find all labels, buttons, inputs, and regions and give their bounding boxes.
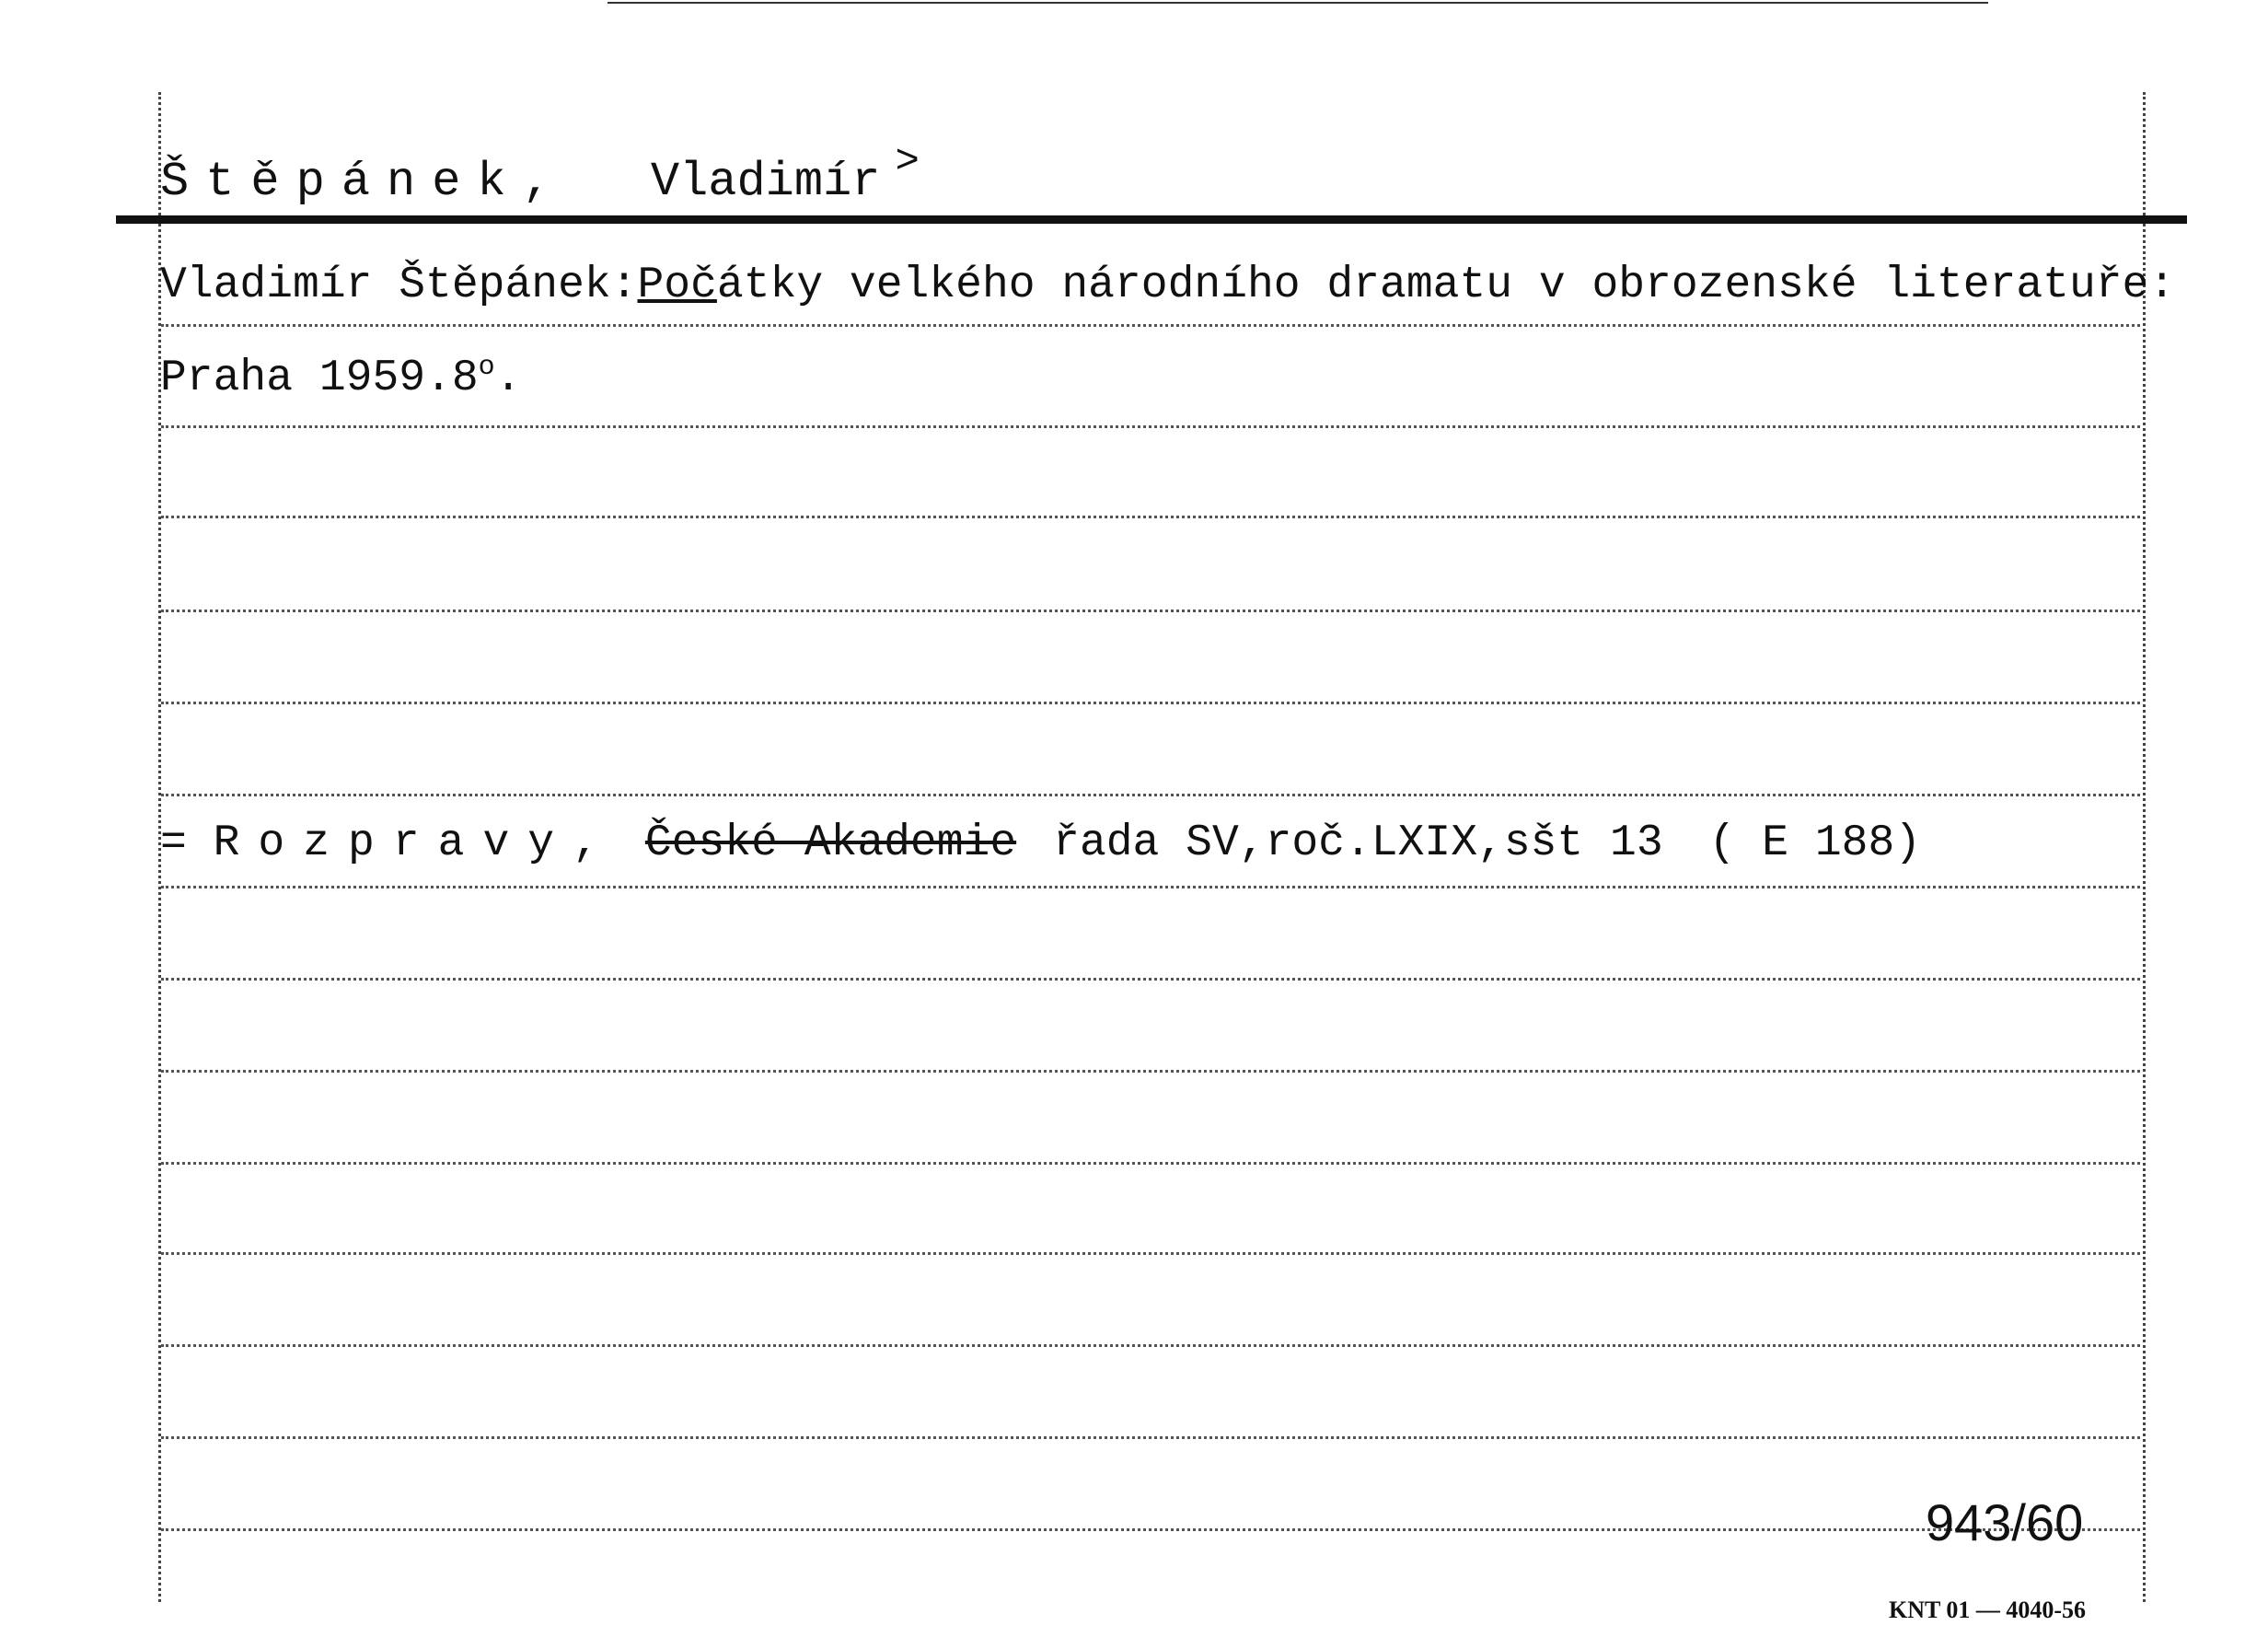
ruled-line xyxy=(161,1070,2140,1073)
heading-rule xyxy=(116,215,2187,224)
ruled-line xyxy=(161,425,2140,428)
footer-code: KNT 01 — 4040-56 xyxy=(1889,1596,2087,1623)
title-underlined: Poč xyxy=(637,261,717,310)
ruled-line xyxy=(161,1436,2140,1439)
ruled-line xyxy=(161,1252,2140,1255)
ruled-line xyxy=(161,978,2140,981)
ruled-line xyxy=(161,516,2140,518)
ruled-line xyxy=(161,886,2140,888)
series-line xyxy=(160,818,1922,868)
imprint-format: 8 xyxy=(451,354,479,403)
card-heading xyxy=(160,139,920,209)
title-prefix: Vladimír Štěpánek: xyxy=(160,261,638,310)
series-name: Rozpravy, xyxy=(213,818,618,868)
ruled-line xyxy=(161,1528,2140,1531)
series-details: řada SV,roč.LXIX,sšt 13 xyxy=(1053,818,1663,868)
right-margin-line xyxy=(2143,92,2146,1602)
shelf-number: 943/60 xyxy=(1926,1493,2084,1551)
ruled-line xyxy=(161,1162,2140,1165)
author-given-name: Vladimír xyxy=(650,155,881,209)
ruled-line xyxy=(161,324,2140,327)
imprint-format-sup: o xyxy=(478,352,495,383)
series-struck-text: České Akademie xyxy=(644,818,1017,868)
top-edge-rule xyxy=(608,2,1988,4)
imprint-line xyxy=(160,354,522,401)
ruled-line xyxy=(161,702,2140,704)
heading-mark: > xyxy=(895,139,920,185)
imprint-place-year: Praha 1959. xyxy=(160,354,452,403)
ruled-line xyxy=(161,610,2140,612)
title-line xyxy=(160,263,2175,308)
ruled-line xyxy=(161,1344,2140,1347)
ruled-line xyxy=(161,794,2140,796)
series-mark: = xyxy=(160,818,187,868)
series-reference: ( E 188) xyxy=(1708,818,1922,868)
imprint-end: . xyxy=(494,354,522,403)
title-rest: átky velkého národního dramatu v obrozenské literatuře: xyxy=(716,261,2176,310)
author-surname: Štěpánek, xyxy=(160,155,568,209)
